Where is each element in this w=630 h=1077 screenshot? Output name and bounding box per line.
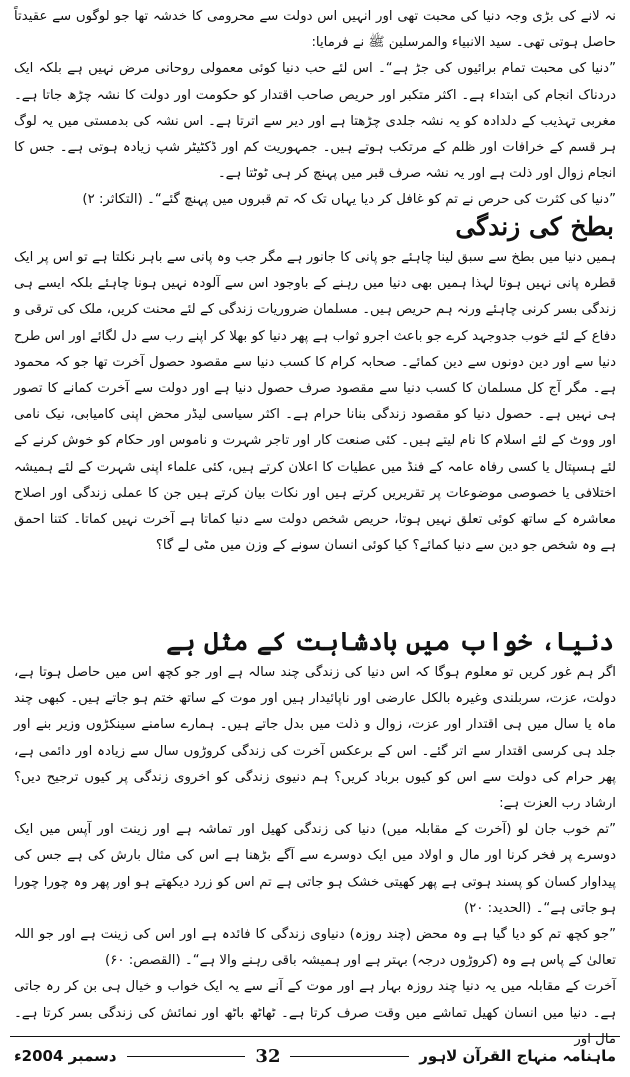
opening-section (14, 4, 616, 207)
dream-kingdom-section (14, 660, 616, 1047)
paragraph-duck-life: ہمیں دنیا میں بطخ سے سبق لینا چاہئے جو پانی کا جانور ہے مگر جب وہ پانی سے باہر نکلتا ہے تو اس پر ایک قطرہ پانی نہیں ہوتا لہذا ہمیں بھی دنیا میں رہنے کے باوجود اس سے آلودہ نہیں ہونا چاہئے بلکہ ایسے ہی زندگی بسر کرنی چاہئے ورنہ ہم حریص ہیں۔ مسلمان ضروریات زندگی کے لئے محنت کریں، ملک کی ترقی و دفاع کے لئے خوب جدوجہد کرے جو باعث اجرو ثواب ہے پھر دنیا کو بھلا کر اپنے رب سے دل لگائے اور اس طرح دنیا سے اور دین دونوں سے دین کمائے۔ صحابہ کرام کا کسب دنیا سے مقصود حصول آخرت تھا جو کہ محمود ہے۔ مگر آج کل مسلمان کا کسب دنیا سے مقصود صرف حصول دنیا ہے اور دولت سے آخرت کمانے کا تصور ہی نہیں ہے۔ حصول دنیا کو مقصود زندگی بنانا حرام ہے۔ اکثر سیاسی لیڈر محض اپنی کامیابی، نیک نامی اور ووٹ کے لئے اسلام کا نام لیتے ہیں۔ کئی صنعت کار اور تاجر شہرت و ناموس اور حکام کو خوش کرنے کے لئے ہسپتال یا کسی رفاہ عامہ کے فنڈ میں عطیات کا اعلان کرتے ہیں، کئی علماء اپنی شہرت کے لئے ہمیشہ اختلافی یا خصوصی موضوعات پر تقریریں کرتے ہیں اور نکات بیان کرتے ہیں جن کا عملی زندگی اور اصلاح معاشرہ کے ساتھ کوئی تعلق نہیں ہوتا، حریص شخص دولت سے دنیا کماتا ہے آخرت نہیں کماتا۔ کتنا احمق ہے وہ شخص جو دین سے دنیا کمائے؟ کیا کوئی انسان سونے کے وزن میں مٹی لے گا؟ (14, 250, 616, 554)
quran-quote-qasas: ”جو کچھ تم کو دیا گیا ہے وہ محض (چند روزہ) دنیاوی زندگی کا فائدہ ہے اور اس کی زینت ہے اور جو اللہ تعالیٰ کے پاس ہے وہ (کروڑوں درجہ) بہتر ہے اور ہمیشہ باقی رہنے والا ہے“۔ (القصص: ۶۰) (14, 927, 616, 969)
footer-line-left (127, 1056, 246, 1057)
paragraph-closing: آخرت کے مقابلہ میں یہ دنیا چند روزہ بہار ہے اور موت کے آنے سے یہ ایک خواب و خیال ہی بن کر رہ جاتی ہے۔ دنیا میں انسان کھیل تماشے میں وقت صرف کرتا ہے۔ ٹھاٹھ باٹھ اور نمائش کی زندگی بسر کرتا ہے۔ مال اور (14, 979, 616, 1047)
page-footer (14, 1041, 616, 1071)
issue-date: دسمبر 2004ء (14, 1047, 117, 1065)
section-heading-duck-life: بطخ کی زندگی (455, 212, 614, 241)
quran-quote-hadid: ”تم خوب جان لو (آخرت کے مقابلہ میں) دنیا کی زندگی کھیل اور تماشہ ہے اور زینت اور آپس میں ایک دوسرے پر فخر کرنا اور مال و اولاد میں ایک دوسرے سے آگے بڑھنا ہے اس کی مثال بارش کی ہے جس کی پیداوار کسان کو پسند ہوتی ہے پھر کھیتی خشک ہو جاتی ہے تم اس کو زرد دیکھتے ہو اور پھر وہ چورا چورا ہو جاتی ہے“۔ (الحدید: ۲۰) (14, 822, 616, 916)
footer-rule (10, 1036, 620, 1037)
magazine-name: ماہنامہ منہاج القرآن لاہور (419, 1047, 616, 1065)
paragraph-dream-kingdom: اگر ہم غور کریں تو معلوم ہوگا کہ اس دنیا کی زندگی چند سالہ ہے اور جو کچھ اس میں حاصل ہوتا ہے، دولت، عزت، سربلندی وغیرہ بالکل عارضی اور ناپائیدار ہیں اور موت کے ساتھ ختم ہو جاتے ہیں۔ کبھی چند ماہ یا سال میں ہی اقتدار اور عزت، زوال و ذلت میں بدل جاتے ہیں۔ ہمارے سامنے سینکڑوں وزیر بنے اور جلد ہی کرسی اقتدار سے اتر گئے۔ اس کے برعکس آخرت کی زندگی کروڑوں سال سے زیادہ اور دائمی ہے، پھر حرام کی دولت سے اس کو کیوں برباد کریں؟ ہم دنیوی زندگی کو اخروی زندگی پر کیوں ترجیح دیں؟ ارشاد رب العزت ہے: (14, 665, 616, 812)
footer-line-right (290, 1056, 409, 1057)
duck-life-section (14, 245, 616, 620)
section-heading-dream-kingdom: دنیا، خواب میں بادشاہت کے مثل ہے (166, 627, 614, 656)
paragraph-hadith-love-of-world: ”دنیا کی محبت تمام برائیوں کی جڑ ہے“۔ اس لئے حب دنیا کوئی معمولی روحانی مرض نہیں ہے بلکہ ایک دردناک انجام کی ابتداء ہے۔ اکثر متکبر اور حریص صاحب اقتدار کو حکومت اور دولت کا نشہ چڑھ جاتا ہے۔ مغربی تہذیب کے دلدادہ کو یہ نشہ جلدی چڑھتا ہے اور دیر سے اترتا ہے۔ اس نشہ کی بدمستی میں یہ لوگ ہر قسم کے خرافات اور ظلم کے مرتکب ہوتے ہیں۔ جمہوریت کم اور ڈکٹیٹر شپ زیادہ ہوتی ہے۔ جس کا انجام زوال اور ذلت ہے اور یہ نشہ صرف قبر میں پہنچ کر ہی ٹوٹتا ہے۔ (14, 61, 616, 182)
page-number: 32 (255, 1045, 281, 1067)
paragraph-opening: نہ لانے کی بڑی وجہ دنیا کی محبت تھی اور انہیں اس دولت سے محرومی کا خدشہ تھا جو لوگوں سے عقیدتاً حاصل ہوتی تھی۔ سید الانبیاء والمرسلین ﷺ نے فرمایا: (14, 9, 616, 51)
quran-quote-takathur: ”دنیا کی کثرت کی حرص نے تم کو غافل کر دیا یہاں تک کہ تم قبروں میں پہنچ گئے“۔ (التکاثر: ۲) (82, 192, 616, 208)
